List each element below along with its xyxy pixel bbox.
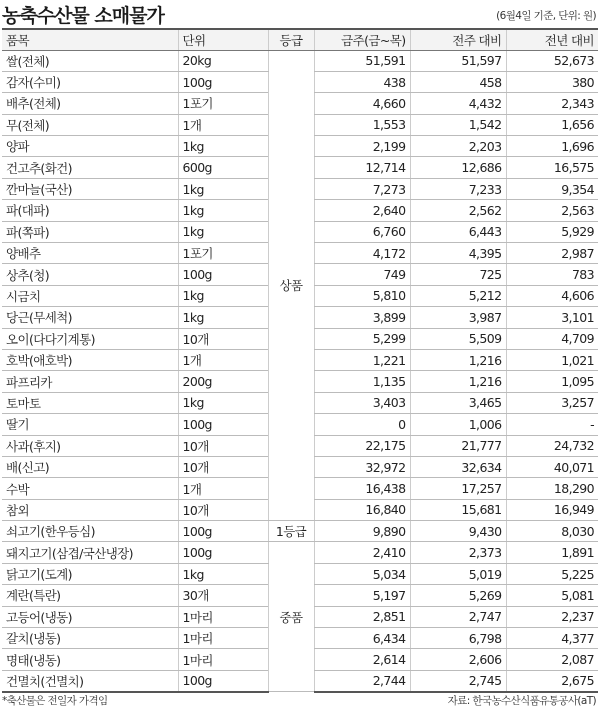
- price-last-week: 51,597: [410, 50, 506, 71]
- price-this-week: 438: [314, 71, 410, 92]
- price-last-year: 4,377: [506, 628, 598, 649]
- price-last-week: 1,006: [410, 414, 506, 435]
- price-last-week: 5,019: [410, 563, 506, 584]
- price-last-year: 2,087: [506, 649, 598, 670]
- price-last-year: 5,929: [506, 221, 598, 242]
- price-last-week: 21,777: [410, 435, 506, 456]
- price-last-year: 3,101: [506, 307, 598, 328]
- price-last-week: 2,203: [410, 136, 506, 157]
- item-name: 배(신고): [2, 456, 178, 477]
- price-last-year: 1,095: [506, 371, 598, 392]
- price-this-week: 5,034: [314, 563, 410, 584]
- item-unit: 10개: [178, 435, 268, 456]
- price-this-week: 2,851: [314, 606, 410, 627]
- price-last-week: 17,257: [410, 478, 506, 499]
- item-name: 참외: [2, 499, 178, 520]
- price-this-week: 5,810: [314, 285, 410, 306]
- price-last-year: 2,675: [506, 670, 598, 691]
- price-last-year: 16,949: [506, 499, 598, 520]
- price-last-week: 2,562: [410, 200, 506, 221]
- source-note: 자료: 한국농수산식품유통공사(aT): [447, 695, 596, 707]
- price-last-year: 18,290: [506, 478, 598, 499]
- price-this-week: 4,660: [314, 93, 410, 114]
- price-last-year: 9,354: [506, 178, 598, 199]
- price-this-week: 1,553: [314, 114, 410, 135]
- price-last-year: 8,030: [506, 521, 598, 542]
- price-this-week: 3,899: [314, 307, 410, 328]
- price-last-week: 15,681: [410, 499, 506, 520]
- price-last-week: 32,634: [410, 456, 506, 477]
- price-last-week: 5,212: [410, 285, 506, 306]
- page-title: 농축수산물 소매물가: [2, 5, 164, 27]
- item-name: 갈치(냉동): [2, 628, 178, 649]
- item-unit: 200g: [178, 371, 268, 392]
- item-unit: 100g: [178, 521, 268, 542]
- grade-cell: 중품: [268, 542, 314, 692]
- item-name: 닭고기(도계): [2, 563, 178, 584]
- price-last-year: 1,891: [506, 542, 598, 563]
- item-name: 쇠고기(한우등심): [2, 521, 178, 542]
- table-row: [2, 521, 598, 542]
- item-name: 고등어(냉동): [2, 606, 178, 627]
- price-last-week: 12,686: [410, 157, 506, 178]
- item-unit: 100g: [178, 670, 268, 691]
- grade-cell: 1등급: [268, 521, 314, 542]
- item-unit: 100g: [178, 414, 268, 435]
- item-name: 쌀(전체): [2, 50, 178, 71]
- item-unit: 1kg: [178, 221, 268, 242]
- price-last-year: 2,987: [506, 243, 598, 264]
- item-unit: 1kg: [178, 392, 268, 413]
- price-last-week: 1,216: [410, 371, 506, 392]
- item-unit: 1마리: [178, 628, 268, 649]
- item-unit: 20kg: [178, 50, 268, 71]
- price-last-year: 40,071: [506, 456, 598, 477]
- price-this-week: 16,438: [314, 478, 410, 499]
- price-last-week: 458: [410, 71, 506, 92]
- item-name: 파(쪽파): [2, 221, 178, 242]
- date-unit-note: (6월4일 기준, 단위: 원): [496, 10, 596, 22]
- item-name: 건고추(화건): [2, 157, 178, 178]
- price-last-year: 5,225: [506, 563, 598, 584]
- item-unit: 100g: [178, 542, 268, 563]
- item-name: 토마토: [2, 392, 178, 413]
- item-unit: 1마리: [178, 649, 268, 670]
- price-table: [2, 28, 598, 693]
- item-name: 양배추: [2, 243, 178, 264]
- price-last-year: 16,575: [506, 157, 598, 178]
- footnote: *축산물은 전일자 가격임: [2, 695, 108, 707]
- item-name: 양파: [2, 136, 178, 157]
- price-this-week: 2,744: [314, 670, 410, 691]
- price-last-year: 4,709: [506, 328, 598, 349]
- item-unit: 1마리: [178, 606, 268, 627]
- price-last-week: 2,745: [410, 670, 506, 691]
- price-this-week: 51,591: [314, 50, 410, 71]
- price-this-week: 5,197: [314, 585, 410, 606]
- item-unit: 10개: [178, 499, 268, 520]
- header-vs-last-year: 전년 대비: [506, 29, 598, 50]
- item-name: 수박: [2, 478, 178, 499]
- price-last-week: 725: [410, 264, 506, 285]
- price-last-year: -: [506, 414, 598, 435]
- item-unit: 1kg: [178, 200, 268, 221]
- price-this-week: 6,760: [314, 221, 410, 242]
- item-name: 깐마늘(국산): [2, 178, 178, 199]
- price-this-week: 1,135: [314, 371, 410, 392]
- header-grade: 등급: [268, 29, 314, 50]
- price-last-year: 1,656: [506, 114, 598, 135]
- price-last-year: 783: [506, 264, 598, 285]
- price-last-year: 24,732: [506, 435, 598, 456]
- item-unit: 30개: [178, 585, 268, 606]
- item-name: 무(전체): [2, 114, 178, 135]
- price-this-week: 32,972: [314, 456, 410, 477]
- item-name: 호박(애호박): [2, 349, 178, 370]
- item-unit: 10개: [178, 328, 268, 349]
- price-last-year: 2,343: [506, 93, 598, 114]
- table-row: [2, 50, 598, 71]
- item-name: 배추(전체): [2, 93, 178, 114]
- price-this-week: 4,172: [314, 243, 410, 264]
- price-last-week: 6,443: [410, 221, 506, 242]
- price-last-week: 4,395: [410, 243, 506, 264]
- price-last-year: 2,237: [506, 606, 598, 627]
- price-this-week: 2,614: [314, 649, 410, 670]
- price-this-week: 12,714: [314, 157, 410, 178]
- price-last-week: 1,542: [410, 114, 506, 135]
- price-last-year: 380: [506, 71, 598, 92]
- price-this-week: 3,403: [314, 392, 410, 413]
- price-last-year: 4,606: [506, 285, 598, 306]
- price-this-week: 6,434: [314, 628, 410, 649]
- price-this-week: 2,199: [314, 136, 410, 157]
- item-name: 파(대파): [2, 200, 178, 221]
- item-unit: 1개: [178, 349, 268, 370]
- price-last-week: 5,269: [410, 585, 506, 606]
- item-name: 당근(무세척): [2, 307, 178, 328]
- item-name: 사과(후지): [2, 435, 178, 456]
- item-unit: 100g: [178, 71, 268, 92]
- item-name: 상추(청): [2, 264, 178, 285]
- item-unit: 1kg: [178, 307, 268, 328]
- price-this-week: 7,273: [314, 178, 410, 199]
- price-this-week: 9,890: [314, 521, 410, 542]
- price-last-year: 1,696: [506, 136, 598, 157]
- price-this-week: 0: [314, 414, 410, 435]
- item-name: 건멸치(건멸치): [2, 670, 178, 691]
- item-unit: 1포기: [178, 93, 268, 114]
- item-unit: 600g: [178, 157, 268, 178]
- header-unit: 단위: [178, 29, 268, 50]
- item-name: 명태(냉동): [2, 649, 178, 670]
- price-last-year: 52,673: [506, 50, 598, 71]
- header-this-week: 금주(금~목): [314, 29, 410, 50]
- price-last-week: 9,430: [410, 521, 506, 542]
- item-unit: 1kg: [178, 136, 268, 157]
- price-last-year: 5,081: [506, 585, 598, 606]
- grade-cell: 상품: [268, 50, 314, 521]
- item-name: 시금치: [2, 285, 178, 306]
- price-last-year: 2,563: [506, 200, 598, 221]
- item-name: 돼지고기(삼겹/국산냉장): [2, 542, 178, 563]
- price-last-week: 6,798: [410, 628, 506, 649]
- item-name: 계란(특란): [2, 585, 178, 606]
- table-row: [2, 542, 598, 563]
- price-last-week: 3,987: [410, 307, 506, 328]
- price-this-week: 22,175: [314, 435, 410, 456]
- item-unit: 1개: [178, 478, 268, 499]
- price-last-week: 2,606: [410, 649, 506, 670]
- item-unit: 10개: [178, 456, 268, 477]
- item-unit: 1kg: [178, 178, 268, 199]
- price-last-year: 3,257: [506, 392, 598, 413]
- price-last-week: 2,373: [410, 542, 506, 563]
- price-this-week: 1,221: [314, 349, 410, 370]
- price-last-year: 1,021: [506, 349, 598, 370]
- item-unit: 1포기: [178, 243, 268, 264]
- item-unit: 100g: [178, 264, 268, 285]
- item-name: 오이(다다기계통): [2, 328, 178, 349]
- price-this-week: 2,640: [314, 200, 410, 221]
- price-last-week: 5,509: [410, 328, 506, 349]
- header-item: 품목: [2, 29, 178, 50]
- item-name: 감자(수미): [2, 71, 178, 92]
- price-this-week: 5,299: [314, 328, 410, 349]
- item-name: 파프리카: [2, 371, 178, 392]
- price-last-week: 3,465: [410, 392, 506, 413]
- item-name: 딸기: [2, 414, 178, 435]
- item-unit: 1개: [178, 114, 268, 135]
- table-header-row: [2, 29, 598, 50]
- price-last-week: 1,216: [410, 349, 506, 370]
- item-unit: 1kg: [178, 563, 268, 584]
- price-this-week: 2,410: [314, 542, 410, 563]
- price-this-week: 16,840: [314, 499, 410, 520]
- price-last-week: 4,432: [410, 93, 506, 114]
- price-last-week: 7,233: [410, 178, 506, 199]
- price-last-week: 2,747: [410, 606, 506, 627]
- item-unit: 1kg: [178, 285, 268, 306]
- header-vs-last-week: 전주 대비: [410, 29, 506, 50]
- price-this-week: 749: [314, 264, 410, 285]
